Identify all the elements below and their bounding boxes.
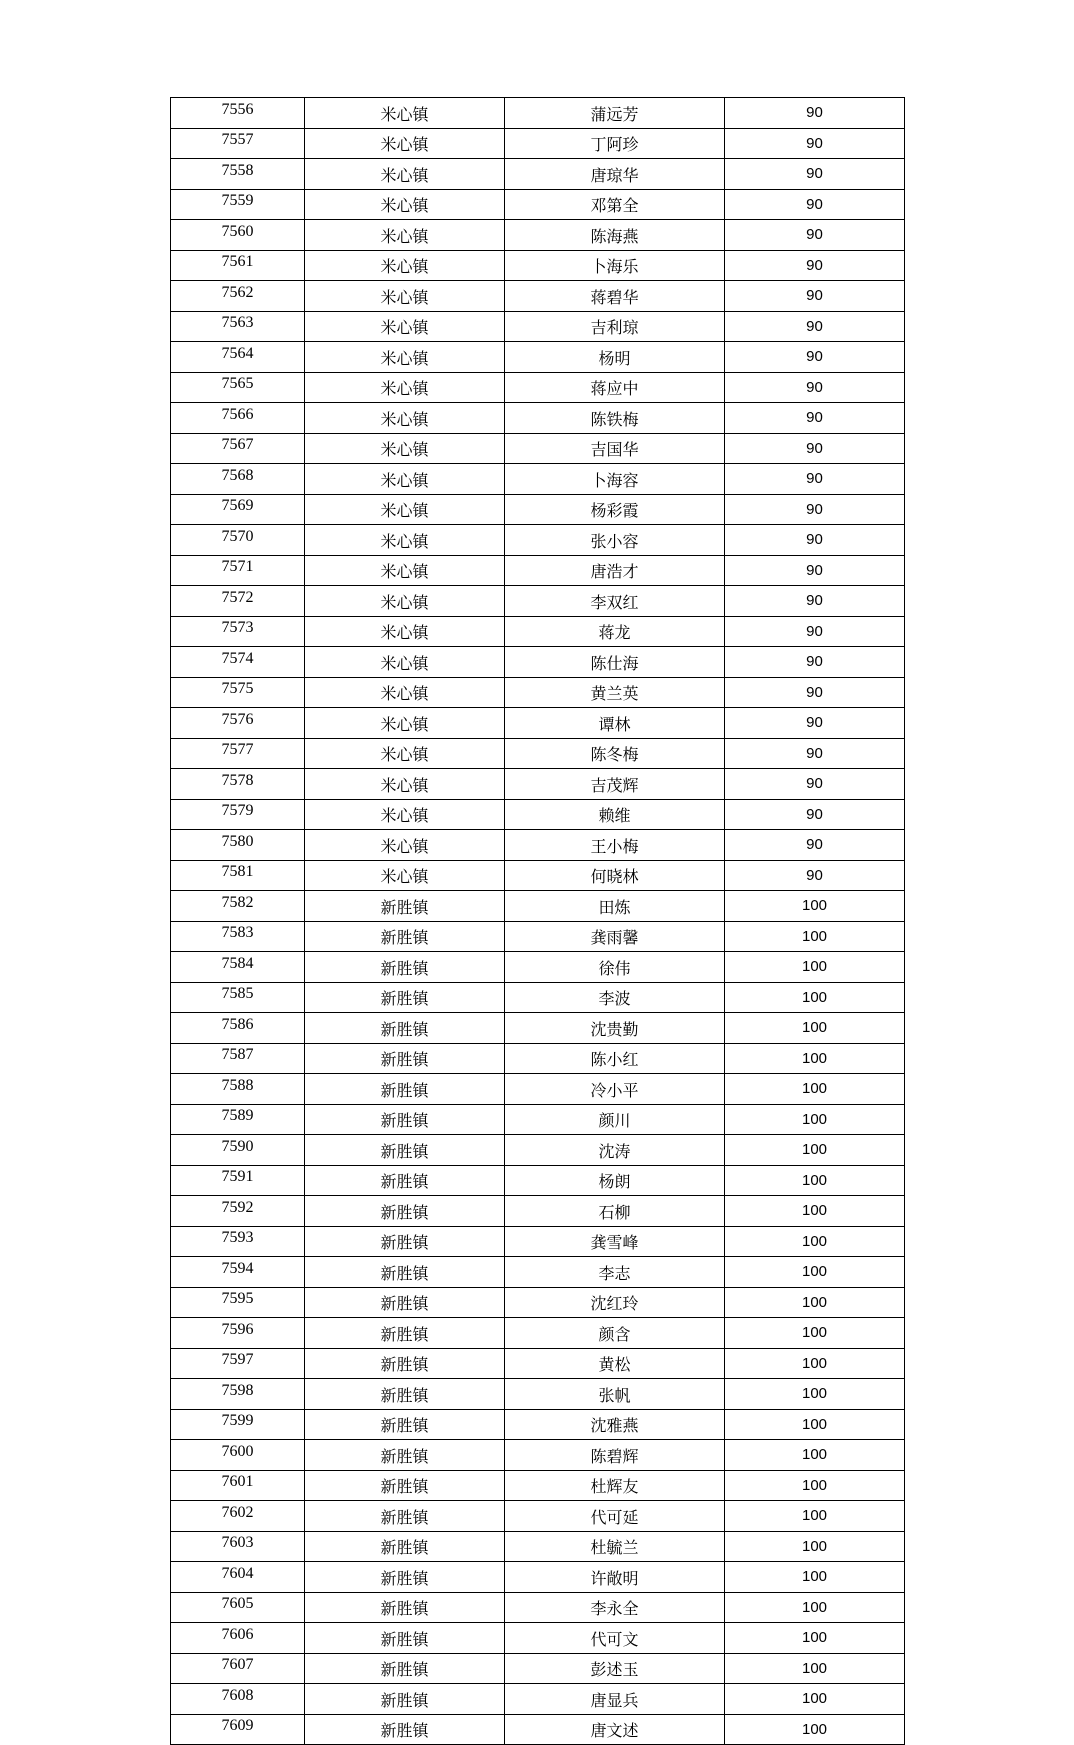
town-cell: 米心镇 bbox=[305, 677, 505, 708]
town-cell: 米心镇 bbox=[305, 159, 505, 190]
town-cell: 新胜镇 bbox=[305, 921, 505, 952]
score-cell: 90 bbox=[725, 464, 905, 495]
town-cell: 新胜镇 bbox=[305, 1714, 505, 1745]
table-row bbox=[171, 982, 905, 1013]
score-cell: 90 bbox=[725, 525, 905, 556]
town-cell: 新胜镇 bbox=[305, 1318, 505, 1349]
row-number-cell: 7583 bbox=[171, 921, 305, 952]
table-row bbox=[171, 952, 905, 983]
score-cell: 100 bbox=[725, 1592, 905, 1623]
table-row bbox=[171, 1501, 905, 1532]
person-name-cell: 李双红 bbox=[505, 586, 725, 617]
table-row bbox=[171, 1562, 905, 1593]
table-row bbox=[171, 799, 905, 830]
table-row bbox=[171, 647, 905, 678]
score-cell: 100 bbox=[725, 952, 905, 983]
row-number-cell: 7577 bbox=[171, 738, 305, 769]
score-cell: 90 bbox=[725, 281, 905, 312]
town-cell: 米心镇 bbox=[305, 708, 505, 739]
score-cell: 90 bbox=[725, 128, 905, 159]
table-row bbox=[171, 1257, 905, 1288]
row-number-cell: 7608 bbox=[171, 1684, 305, 1715]
score-cell: 100 bbox=[725, 1287, 905, 1318]
row-number-cell: 7562 bbox=[171, 281, 305, 312]
score-cell: 100 bbox=[725, 1318, 905, 1349]
town-cell: 米心镇 bbox=[305, 586, 505, 617]
person-name-cell: 陈铁梅 bbox=[505, 403, 725, 434]
person-name-cell: 杜辉友 bbox=[505, 1470, 725, 1501]
person-name-cell: 唐显兵 bbox=[505, 1684, 725, 1715]
score-cell: 100 bbox=[725, 1623, 905, 1654]
row-number-cell: 7595 bbox=[171, 1287, 305, 1318]
row-number-cell: 7597 bbox=[171, 1348, 305, 1379]
person-name-cell: 何晓林 bbox=[505, 860, 725, 891]
row-number-cell: 7605 bbox=[171, 1592, 305, 1623]
town-cell: 米心镇 bbox=[305, 281, 505, 312]
row-number-cell: 7587 bbox=[171, 1043, 305, 1074]
person-name-cell: 龚雨馨 bbox=[505, 921, 725, 952]
table-row bbox=[171, 1165, 905, 1196]
table-row bbox=[171, 128, 905, 159]
score-cell: 100 bbox=[725, 1104, 905, 1135]
score-cell: 90 bbox=[725, 647, 905, 678]
person-name-cell: 杨明 bbox=[505, 342, 725, 373]
table-row bbox=[171, 281, 905, 312]
person-name-cell: 李志 bbox=[505, 1257, 725, 1288]
person-name-cell: 蒋龙 bbox=[505, 616, 725, 647]
person-name-cell: 蒲远芳 bbox=[505, 98, 725, 129]
table-row bbox=[171, 1348, 905, 1379]
row-number-cell: 7604 bbox=[171, 1562, 305, 1593]
score-cell: 90 bbox=[725, 159, 905, 190]
row-number-cell: 7566 bbox=[171, 403, 305, 434]
row-number-cell: 7581 bbox=[171, 860, 305, 891]
score-cell: 90 bbox=[725, 98, 905, 129]
person-name-cell: 王小梅 bbox=[505, 830, 725, 861]
table-row bbox=[171, 1226, 905, 1257]
row-number-cell: 7557 bbox=[171, 128, 305, 159]
score-cell: 100 bbox=[725, 1043, 905, 1074]
row-number-cell: 7567 bbox=[171, 433, 305, 464]
town-cell: 米心镇 bbox=[305, 555, 505, 586]
person-name-cell: 沈雅燕 bbox=[505, 1409, 725, 1440]
row-number-cell: 7564 bbox=[171, 342, 305, 373]
table-row bbox=[171, 250, 905, 281]
score-cell: 100 bbox=[725, 1165, 905, 1196]
row-number-cell: 7602 bbox=[171, 1501, 305, 1532]
table-row bbox=[171, 616, 905, 647]
row-number-cell: 7599 bbox=[171, 1409, 305, 1440]
person-name-cell: 张小容 bbox=[505, 525, 725, 556]
score-cell: 90 bbox=[725, 494, 905, 525]
table-row bbox=[171, 1013, 905, 1044]
person-name-cell: 蒋碧华 bbox=[505, 281, 725, 312]
score-cell: 100 bbox=[725, 1531, 905, 1562]
score-cell: 90 bbox=[725, 372, 905, 403]
table-row bbox=[171, 1409, 905, 1440]
row-number-cell: 7576 bbox=[171, 708, 305, 739]
score-cell: 100 bbox=[725, 1653, 905, 1684]
row-number-cell: 7598 bbox=[171, 1379, 305, 1410]
town-cell: 新胜镇 bbox=[305, 1531, 505, 1562]
person-name-cell: 陈小红 bbox=[505, 1043, 725, 1074]
row-number-cell: 7560 bbox=[171, 220, 305, 251]
person-name-cell: 代可文 bbox=[505, 1623, 725, 1654]
score-cell: 100 bbox=[725, 891, 905, 922]
table-row bbox=[171, 1470, 905, 1501]
table-row bbox=[171, 769, 905, 800]
score-cell: 90 bbox=[725, 799, 905, 830]
table-row bbox=[171, 891, 905, 922]
town-cell: 新胜镇 bbox=[305, 1287, 505, 1318]
score-cell: 100 bbox=[725, 1714, 905, 1745]
town-cell: 新胜镇 bbox=[305, 1104, 505, 1135]
person-name-cell: 陈海燕 bbox=[505, 220, 725, 251]
town-cell: 米心镇 bbox=[305, 128, 505, 159]
row-number-cell: 7596 bbox=[171, 1318, 305, 1349]
score-cell: 100 bbox=[725, 1074, 905, 1105]
table-row bbox=[171, 403, 905, 434]
town-cell: 新胜镇 bbox=[305, 891, 505, 922]
person-name-cell: 杜毓兰 bbox=[505, 1531, 725, 1562]
person-name-cell: 吉国华 bbox=[505, 433, 725, 464]
town-cell: 新胜镇 bbox=[305, 1043, 505, 1074]
town-cell: 米心镇 bbox=[305, 525, 505, 556]
row-number-cell: 7591 bbox=[171, 1165, 305, 1196]
person-name-cell: 沈红玲 bbox=[505, 1287, 725, 1318]
score-cell: 90 bbox=[725, 433, 905, 464]
table-row bbox=[171, 1196, 905, 1227]
town-cell: 米心镇 bbox=[305, 220, 505, 251]
score-cell: 100 bbox=[725, 1257, 905, 1288]
table-row bbox=[171, 372, 905, 403]
town-cell: 新胜镇 bbox=[305, 1379, 505, 1410]
row-number-cell: 7575 bbox=[171, 677, 305, 708]
score-cell: 100 bbox=[725, 921, 905, 952]
row-number-cell: 7558 bbox=[171, 159, 305, 190]
score-cell: 100 bbox=[725, 1013, 905, 1044]
person-name-cell: 卜海容 bbox=[505, 464, 725, 495]
score-cell: 90 bbox=[725, 738, 905, 769]
row-number-cell: 7570 bbox=[171, 525, 305, 556]
table-row bbox=[171, 1379, 905, 1410]
score-cell: 100 bbox=[725, 1562, 905, 1593]
town-cell: 新胜镇 bbox=[305, 1653, 505, 1684]
score-cell: 90 bbox=[725, 250, 905, 281]
town-cell: 新胜镇 bbox=[305, 1226, 505, 1257]
score-cell: 90 bbox=[725, 677, 905, 708]
town-cell: 米心镇 bbox=[305, 372, 505, 403]
town-cell: 米心镇 bbox=[305, 189, 505, 220]
table-row bbox=[171, 555, 905, 586]
score-cell: 100 bbox=[725, 1440, 905, 1471]
town-cell: 米心镇 bbox=[305, 311, 505, 342]
table-row bbox=[171, 1653, 905, 1684]
score-cell: 100 bbox=[725, 1501, 905, 1532]
person-name-cell: 陈仕海 bbox=[505, 647, 725, 678]
table-row bbox=[171, 1440, 905, 1471]
table-row bbox=[171, 220, 905, 251]
town-cell: 新胜镇 bbox=[305, 1470, 505, 1501]
person-name-cell: 吉茂辉 bbox=[505, 769, 725, 800]
row-number-cell: 7603 bbox=[171, 1531, 305, 1562]
town-cell: 米心镇 bbox=[305, 799, 505, 830]
score-cell: 90 bbox=[725, 403, 905, 434]
table-row bbox=[171, 159, 905, 190]
row-number-cell: 7565 bbox=[171, 372, 305, 403]
score-cell: 90 bbox=[725, 616, 905, 647]
town-cell: 新胜镇 bbox=[305, 1592, 505, 1623]
table-row bbox=[171, 342, 905, 373]
row-number-cell: 7578 bbox=[171, 769, 305, 800]
row-number-cell: 7579 bbox=[171, 799, 305, 830]
row-number-cell: 7580 bbox=[171, 830, 305, 861]
town-cell: 新胜镇 bbox=[305, 1135, 505, 1166]
person-name-cell: 唐琼华 bbox=[505, 159, 725, 190]
row-number-cell: 7592 bbox=[171, 1196, 305, 1227]
score-cell: 100 bbox=[725, 1470, 905, 1501]
table-row bbox=[171, 1104, 905, 1135]
town-cell: 米心镇 bbox=[305, 250, 505, 281]
table-row bbox=[171, 311, 905, 342]
person-name-cell: 赖维 bbox=[505, 799, 725, 830]
town-cell: 米心镇 bbox=[305, 738, 505, 769]
person-name-cell: 谭林 bbox=[505, 708, 725, 739]
row-number-cell: 7606 bbox=[171, 1623, 305, 1654]
row-number-cell: 7589 bbox=[171, 1104, 305, 1135]
row-number-cell: 7568 bbox=[171, 464, 305, 495]
score-cell: 90 bbox=[725, 830, 905, 861]
person-name-cell: 彭述玉 bbox=[505, 1653, 725, 1684]
score-cell: 100 bbox=[725, 1409, 905, 1440]
table-row bbox=[171, 708, 905, 739]
table-row bbox=[171, 98, 905, 129]
table-row bbox=[171, 738, 905, 769]
town-cell: 新胜镇 bbox=[305, 1409, 505, 1440]
row-number-cell: 7556 bbox=[171, 98, 305, 129]
town-cell: 新胜镇 bbox=[305, 1562, 505, 1593]
town-cell: 新胜镇 bbox=[305, 1013, 505, 1044]
person-name-cell: 颜川 bbox=[505, 1104, 725, 1135]
table-row bbox=[171, 860, 905, 891]
town-cell: 米心镇 bbox=[305, 860, 505, 891]
person-name-cell: 许敞明 bbox=[505, 1562, 725, 1593]
table-row bbox=[171, 494, 905, 525]
town-cell: 新胜镇 bbox=[305, 952, 505, 983]
row-number-cell: 7563 bbox=[171, 311, 305, 342]
table-row bbox=[171, 433, 905, 464]
table-row bbox=[171, 1714, 905, 1745]
row-number-cell: 7559 bbox=[171, 189, 305, 220]
town-cell: 米心镇 bbox=[305, 433, 505, 464]
person-name-cell: 黄兰英 bbox=[505, 677, 725, 708]
person-name-cell: 吉利琼 bbox=[505, 311, 725, 342]
town-cell: 新胜镇 bbox=[305, 1501, 505, 1532]
person-name-cell: 张帆 bbox=[505, 1379, 725, 1410]
score-cell: 100 bbox=[725, 1196, 905, 1227]
table-row bbox=[171, 1074, 905, 1105]
score-cell: 100 bbox=[725, 1684, 905, 1715]
town-cell: 新胜镇 bbox=[305, 1623, 505, 1654]
score-cell: 90 bbox=[725, 311, 905, 342]
town-cell: 米心镇 bbox=[305, 647, 505, 678]
row-number-cell: 7574 bbox=[171, 647, 305, 678]
town-cell: 新胜镇 bbox=[305, 1257, 505, 1288]
row-number-cell: 7586 bbox=[171, 1013, 305, 1044]
person-name-cell: 黄松 bbox=[505, 1348, 725, 1379]
table-row bbox=[171, 189, 905, 220]
town-cell: 米心镇 bbox=[305, 342, 505, 373]
table-row bbox=[171, 1592, 905, 1623]
table-row bbox=[171, 586, 905, 617]
row-number-cell: 7572 bbox=[171, 586, 305, 617]
table-row bbox=[171, 1623, 905, 1654]
town-cell: 米心镇 bbox=[305, 830, 505, 861]
person-name-cell: 杨朗 bbox=[505, 1165, 725, 1196]
row-number-cell: 7600 bbox=[171, 1440, 305, 1471]
row-number-cell: 7609 bbox=[171, 1714, 305, 1745]
score-cell: 100 bbox=[725, 1348, 905, 1379]
table-body bbox=[171, 98, 905, 1745]
score-cell: 90 bbox=[725, 708, 905, 739]
table-row bbox=[171, 525, 905, 556]
score-cell: 100 bbox=[725, 982, 905, 1013]
town-cell: 新胜镇 bbox=[305, 1440, 505, 1471]
row-number-cell: 7585 bbox=[171, 982, 305, 1013]
table-row bbox=[171, 830, 905, 861]
town-cell: 新胜镇 bbox=[305, 982, 505, 1013]
row-number-cell: 7561 bbox=[171, 250, 305, 281]
row-number-cell: 7601 bbox=[171, 1470, 305, 1501]
row-number-cell: 7607 bbox=[171, 1653, 305, 1684]
row-number-cell: 7573 bbox=[171, 616, 305, 647]
town-cell: 米心镇 bbox=[305, 403, 505, 434]
table-row bbox=[171, 1287, 905, 1318]
table-row bbox=[171, 1684, 905, 1715]
score-cell: 90 bbox=[725, 769, 905, 800]
person-name-cell: 邓第全 bbox=[505, 189, 725, 220]
table-row bbox=[171, 1531, 905, 1562]
person-name-cell: 石柳 bbox=[505, 1196, 725, 1227]
town-cell: 米心镇 bbox=[305, 494, 505, 525]
town-cell: 新胜镇 bbox=[305, 1074, 505, 1105]
row-number-cell: 7590 bbox=[171, 1135, 305, 1166]
person-name-cell: 陈碧辉 bbox=[505, 1440, 725, 1471]
table-row bbox=[171, 1043, 905, 1074]
person-name-cell: 李永全 bbox=[505, 1592, 725, 1623]
row-number-cell: 7593 bbox=[171, 1226, 305, 1257]
person-name-cell: 杨彩霞 bbox=[505, 494, 725, 525]
person-name-cell: 颜含 bbox=[505, 1318, 725, 1349]
row-number-cell: 7571 bbox=[171, 555, 305, 586]
person-name-cell: 龚雪峰 bbox=[505, 1226, 725, 1257]
table-row bbox=[171, 1318, 905, 1349]
score-cell: 90 bbox=[725, 342, 905, 373]
score-cell: 100 bbox=[725, 1226, 905, 1257]
table-row bbox=[171, 921, 905, 952]
data-table bbox=[170, 97, 905, 1745]
score-cell: 90 bbox=[725, 555, 905, 586]
row-number-cell: 7594 bbox=[171, 1257, 305, 1288]
row-number-cell: 7588 bbox=[171, 1074, 305, 1105]
town-cell: 米心镇 bbox=[305, 464, 505, 495]
person-name-cell: 唐文述 bbox=[505, 1714, 725, 1745]
person-name-cell: 丁阿珍 bbox=[505, 128, 725, 159]
person-name-cell: 蒋应中 bbox=[505, 372, 725, 403]
person-name-cell: 沈涛 bbox=[505, 1135, 725, 1166]
person-name-cell: 陈冬梅 bbox=[505, 738, 725, 769]
town-cell: 新胜镇 bbox=[305, 1196, 505, 1227]
town-cell: 米心镇 bbox=[305, 616, 505, 647]
town-cell: 新胜镇 bbox=[305, 1165, 505, 1196]
person-name-cell: 沈贵勤 bbox=[505, 1013, 725, 1044]
person-name-cell: 李波 bbox=[505, 982, 725, 1013]
person-name-cell: 代可延 bbox=[505, 1501, 725, 1532]
row-number-cell: 7569 bbox=[171, 494, 305, 525]
score-cell: 100 bbox=[725, 1379, 905, 1410]
town-cell: 米心镇 bbox=[305, 769, 505, 800]
person-name-cell: 卜海乐 bbox=[505, 250, 725, 281]
person-name-cell: 田炼 bbox=[505, 891, 725, 922]
table-row bbox=[171, 677, 905, 708]
town-cell: 米心镇 bbox=[305, 98, 505, 129]
person-name-cell: 唐浩才 bbox=[505, 555, 725, 586]
town-cell: 新胜镇 bbox=[305, 1348, 505, 1379]
row-number-cell: 7582 bbox=[171, 891, 305, 922]
score-cell: 90 bbox=[725, 220, 905, 251]
score-cell: 90 bbox=[725, 189, 905, 220]
score-cell: 90 bbox=[725, 860, 905, 891]
table-row bbox=[171, 1135, 905, 1166]
person-name-cell: 冷小平 bbox=[505, 1074, 725, 1105]
row-number-cell: 7584 bbox=[171, 952, 305, 983]
table-row bbox=[171, 464, 905, 495]
score-cell: 100 bbox=[725, 1135, 905, 1166]
person-name-cell: 徐伟 bbox=[505, 952, 725, 983]
score-cell: 90 bbox=[725, 586, 905, 617]
town-cell: 新胜镇 bbox=[305, 1684, 505, 1715]
